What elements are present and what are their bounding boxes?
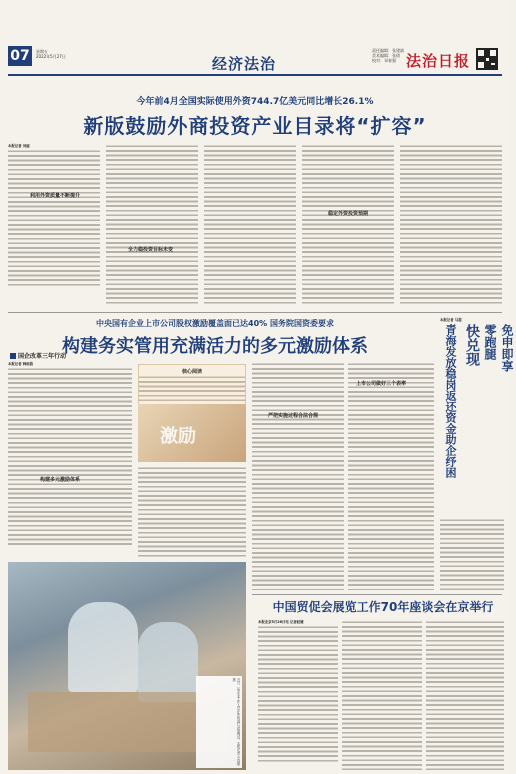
right-article-title bbox=[440, 324, 514, 514]
top-article-column-3 bbox=[204, 144, 296, 304]
bottom-article-column-3 bbox=[426, 620, 504, 770]
section-divider-top bbox=[8, 312, 502, 313]
page-number: 07 bbox=[8, 46, 32, 66]
right-article-body bbox=[440, 518, 504, 590]
issue-date: 星期五 2022年5月27日 bbox=[36, 49, 66, 59]
section-divider-bottom bbox=[252, 594, 502, 595]
commentary-title: 核心阅读 bbox=[181, 369, 202, 375]
bottom-article-column-2 bbox=[342, 620, 422, 770]
commentary-illustration bbox=[138, 404, 246, 462]
top-article-subtitle: 今年前4月全国实际使用外资744.7亿美元同比增长26.1% bbox=[136, 97, 374, 107]
middle-article-column-2 bbox=[138, 466, 246, 558]
series-label: 国企改革三年行动 bbox=[10, 351, 66, 360]
top-subhead-1: 利用外资质量不断提升 bbox=[30, 193, 81, 199]
right-title-line-1: 免申即享 零跑腿 bbox=[483, 324, 514, 372]
right-title-line-3: 青海发放稳岗返还资金助企纾困 bbox=[444, 324, 457, 478]
right-article-byline: 本报记者 马超 bbox=[440, 318, 462, 322]
top-article-column-1: 本报记者 刘丽 bbox=[8, 144, 100, 304]
section-title: 经济法治 bbox=[212, 55, 277, 73]
top-article-column-5 bbox=[400, 144, 502, 304]
top-article-column-4 bbox=[302, 144, 394, 304]
commentary-art-text: 激励 bbox=[160, 426, 196, 447]
middle-article-title: 构建务实管用充满活力的多元激励体系 bbox=[62, 336, 368, 357]
photo-caption: 近日，某企业工作人员在车间进行设备调试。本报记者 方春丽 摄 bbox=[196, 676, 242, 768]
qr-code-icon bbox=[476, 48, 498, 70]
middle-article-column-3 bbox=[252, 362, 344, 590]
middle-article-column-4 bbox=[348, 362, 434, 590]
top-article-title: 新版鼓励外商投资产业目录将“扩容” bbox=[83, 114, 427, 138]
newspaper-logo: 法治日报 bbox=[406, 52, 471, 70]
bottom-article-column-1: 本报北京5月26日电 记者赵婕 bbox=[258, 620, 338, 770]
middle-subhead-1: 构建多元激励体系 bbox=[40, 477, 81, 483]
bottom-article-title: 中国贸促会展览工作70年座谈会在京举行 bbox=[272, 600, 494, 614]
editors-list: 责任编辑：张建斌 美术编辑：张倩 校对：邓春强 bbox=[372, 48, 404, 63]
page-header bbox=[0, 0, 510, 88]
header-rule bbox=[8, 74, 502, 76]
right-title-line-2: 快兑现 bbox=[464, 324, 480, 366]
middle-subhead-3: 严把实施过程合法合规 bbox=[268, 413, 319, 419]
middle-article-subtitle: 中央国有企业上市公司股权激励覆盖面已达40% 国务院国资委要求 bbox=[96, 319, 334, 328]
top-subhead-2: 全力稳投资目标未变 bbox=[128, 247, 174, 253]
middle-article-column-1: 本报记者 韩雨晨 bbox=[8, 362, 132, 558]
top-subhead-3: 稳定外资投资预期 bbox=[328, 211, 369, 217]
top-article-column-2 bbox=[106, 144, 198, 304]
middle-subhead-2: 上市公司做好三个表率 bbox=[356, 381, 407, 387]
